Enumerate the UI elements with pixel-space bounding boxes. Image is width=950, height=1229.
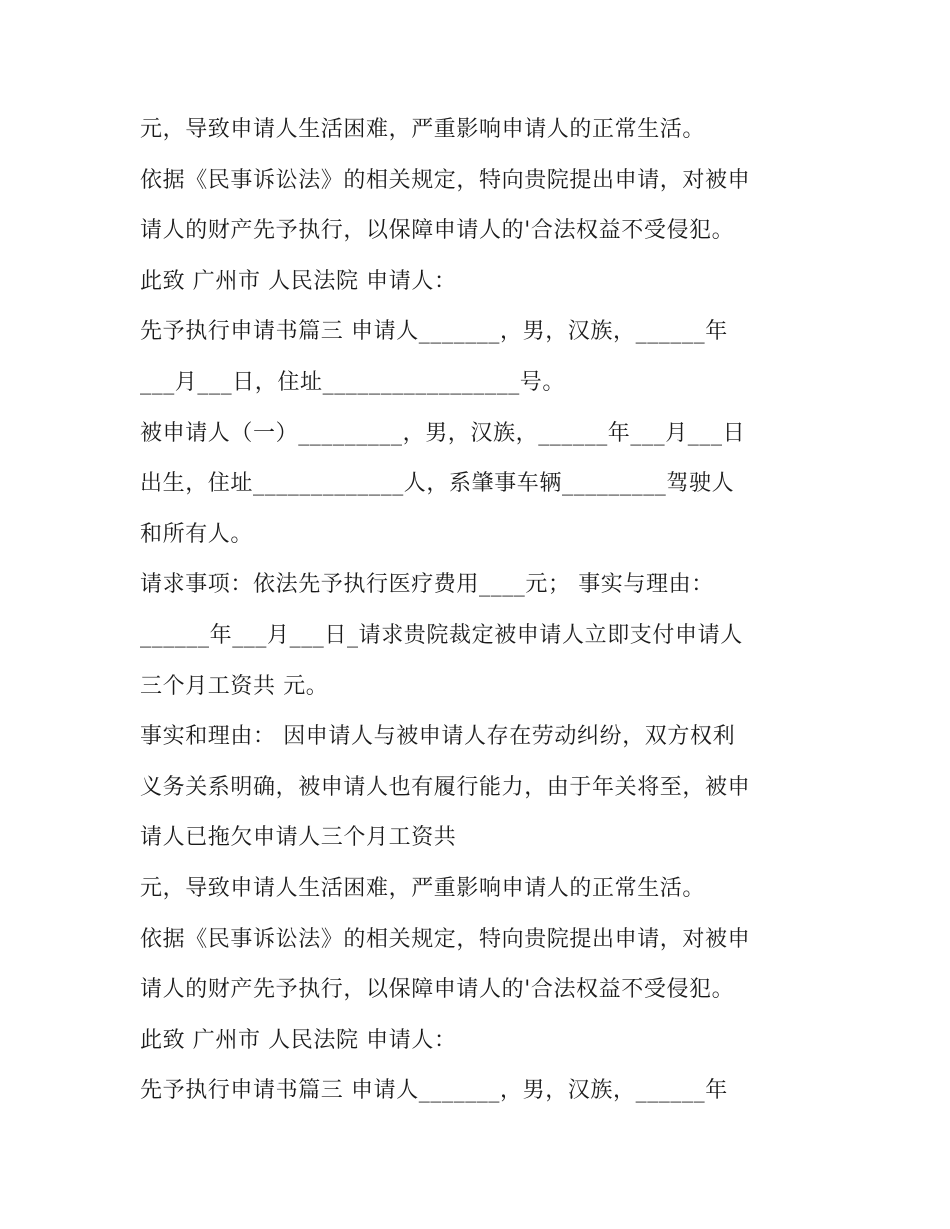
text-line: 此致 广州市 人民法院 申请人： [140, 1027, 457, 1053]
text-line: 和所有人。 [140, 521, 254, 547]
text-line: ______年___月___日_请求贵院裁定被申请人立即支付申请人 [140, 622, 743, 648]
text-line: 请人已拖欠申请人三个月工资共 [140, 825, 457, 851]
text-line: 三个月工资共 元。 [140, 673, 329, 699]
text-line: 元，导致申请人生活困难，严重影响申请人的正常生活。 [140, 875, 706, 901]
text-line: 依据《民事诉讼法》的相关规定，特向贵院提出申请，对被申 [140, 167, 751, 193]
text-line: 请人的财产先予执行，以保障申请人的'合法权益不受侵犯。 [140, 218, 735, 244]
text-line: 出生，住址_____________人，系肇事车辆_________驾驶人 [140, 471, 735, 497]
text-line: 此致 广州市 人民法院 申请人： [140, 268, 457, 294]
text-line: 依据《民事诉讼法》的相关规定，特向贵院提出申请，对被申 [140, 926, 751, 952]
text-line: 先予执行申请书篇三 申请人_______，男，汉族，______年 [140, 1078, 728, 1104]
text-line: 请求事项：依法先予执行医疗费用____元； 事实与理由： [140, 572, 714, 598]
document-body [140, 105, 820, 1117]
text-line: 元，导致申请人生活困难，严重影响申请人的正常生活。 [140, 117, 706, 142]
text-line: 先予执行申请书篇三 申请人_______，男，汉族，______年 [140, 319, 728, 345]
text-line: 请人的财产先予执行，以保障申请人的'合法权益不受侵犯。 [140, 977, 735, 1003]
text-line: 事实和理由： 因申请人与被申请人存在劳动纠纷，双方权利 [140, 724, 736, 750]
text-line: 被申请人（一）_________，男，汉族，______年___月___日 [140, 420, 746, 446]
text-line: 义务关系明确，被申请人也有履行能力，由于年关将至，被申 [140, 774, 751, 800]
text-line: ___月___日，住址_________________号。 [140, 369, 566, 395]
